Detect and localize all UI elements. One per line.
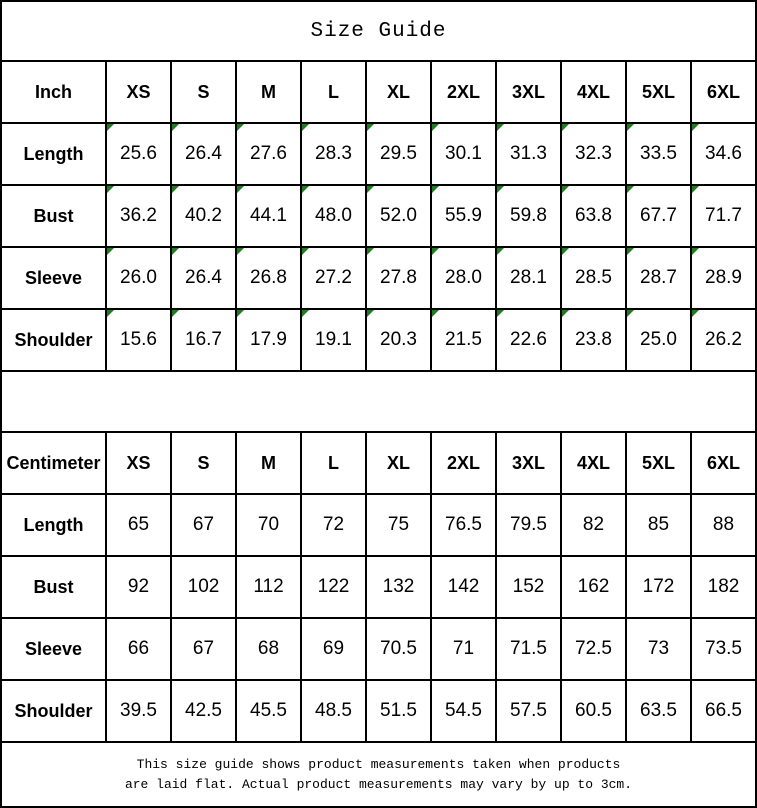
value-cell xyxy=(626,123,691,185)
cell-flag-triangle-icon xyxy=(367,186,374,193)
size-header-cell-text: S xyxy=(197,452,210,473)
value-cell xyxy=(691,309,756,371)
row-label-cell xyxy=(1,309,106,371)
value-cell xyxy=(236,556,301,618)
value-cell-text: 20.3 xyxy=(380,329,417,350)
value-cell-text: 40.2 xyxy=(185,205,222,226)
unit-header-cell xyxy=(1,61,106,123)
row-label-cell-text: Sleeve xyxy=(24,638,83,659)
value-cell xyxy=(366,556,431,618)
value-cell-text: 102 xyxy=(187,576,220,597)
measurement-row xyxy=(1,185,756,247)
size-header-cell-text: 3XL xyxy=(511,452,545,473)
value-cell-text: 132 xyxy=(382,576,415,597)
value-cell-text: 26.4 xyxy=(185,143,222,164)
size-header-cell xyxy=(301,432,366,494)
value-cell-text: 76.5 xyxy=(445,514,482,535)
size-header-cell-text: S xyxy=(197,81,210,102)
size-header-cell xyxy=(236,61,301,123)
value-cell-text: 66 xyxy=(127,638,150,659)
value-cell-text: 26.8 xyxy=(250,267,287,288)
cell-flag-triangle-icon xyxy=(172,124,179,131)
cell-flag-triangle-icon xyxy=(692,310,699,317)
size-header-cell xyxy=(626,61,691,123)
measurement-row xyxy=(1,494,756,556)
value-cell xyxy=(236,680,301,742)
value-cell xyxy=(171,309,236,371)
cell-flag-triangle-icon xyxy=(432,124,439,131)
cell-flag-triangle-icon xyxy=(497,124,504,131)
value-cell-text: 28.0 xyxy=(445,267,482,288)
cell-flag-triangle-icon xyxy=(302,186,309,193)
value-cell-text: 30.1 xyxy=(445,143,482,164)
value-cell xyxy=(106,618,171,680)
value-cell-text: 71.7 xyxy=(705,205,742,226)
value-cell xyxy=(301,309,366,371)
value-cell xyxy=(691,680,756,742)
cell-flag-triangle-icon xyxy=(367,310,374,317)
value-cell xyxy=(496,494,561,556)
cell-flag-triangle-icon xyxy=(107,310,114,317)
value-cell xyxy=(106,680,171,742)
value-cell-text: 39.5 xyxy=(120,700,157,721)
cell-flag-triangle-icon xyxy=(562,248,569,255)
size-header-cell-text: L xyxy=(328,452,339,473)
cell-flag-triangle-icon xyxy=(562,186,569,193)
size-header-cell-text: XL xyxy=(386,81,410,102)
value-cell xyxy=(626,680,691,742)
cell-flag-triangle-icon xyxy=(627,310,634,317)
value-cell-text: 27.2 xyxy=(315,267,352,288)
value-cell xyxy=(496,123,561,185)
value-cell xyxy=(236,185,301,247)
cell-flag-triangle-icon xyxy=(627,124,634,131)
value-cell xyxy=(496,247,561,309)
row-label-cell xyxy=(1,185,106,247)
value-cell xyxy=(236,123,301,185)
value-cell xyxy=(561,680,626,742)
value-cell-text: 82 xyxy=(582,514,605,535)
value-cell xyxy=(171,494,236,556)
value-cell-text: 71 xyxy=(452,638,475,659)
cell-flag-triangle-icon xyxy=(627,248,634,255)
value-cell xyxy=(691,247,756,309)
value-cell-text: 72 xyxy=(322,514,345,535)
size-table-inch xyxy=(0,60,757,372)
value-cell xyxy=(301,680,366,742)
value-cell-text: 31.3 xyxy=(510,143,547,164)
size-header-cell xyxy=(496,61,561,123)
size-header-cell-text: XS xyxy=(126,452,151,473)
cell-flag-triangle-icon xyxy=(367,124,374,131)
value-cell xyxy=(301,185,366,247)
size-header-cell-text: M xyxy=(261,81,276,102)
cell-flag-triangle-icon xyxy=(302,310,309,317)
value-cell-text: 42.5 xyxy=(185,700,222,721)
cell-flag-triangle-icon xyxy=(237,124,244,131)
row-label-cell-text: Sleeve xyxy=(24,267,83,288)
value-cell-text: 51.5 xyxy=(380,700,417,721)
value-cell xyxy=(561,123,626,185)
cell-flag-triangle-icon xyxy=(692,248,699,255)
footer-note-line1: This size guide shows product measurements taken when products xyxy=(136,756,621,772)
value-cell xyxy=(301,123,366,185)
cell-flag-triangle-icon xyxy=(107,186,114,193)
size-table-inch-body xyxy=(1,61,756,371)
value-cell-text: 63.5 xyxy=(640,700,677,721)
value-cell-text: 44.1 xyxy=(250,205,287,226)
value-cell-text: 67 xyxy=(192,514,215,535)
cell-flag-triangle-icon xyxy=(432,248,439,255)
size-header-cell xyxy=(561,61,626,123)
value-cell-text: 60.5 xyxy=(575,700,612,721)
cell-flag-triangle-icon xyxy=(172,310,179,317)
row-label-cell-text: Shoulder xyxy=(14,700,93,721)
value-cell-text: 152 xyxy=(512,576,545,597)
value-cell xyxy=(626,494,691,556)
value-cell-text: 182 xyxy=(707,576,740,597)
size-header-cell xyxy=(431,432,496,494)
value-cell-text: 75 xyxy=(387,514,410,535)
value-cell xyxy=(496,185,561,247)
cell-flag-triangle-icon xyxy=(432,310,439,317)
value-cell-text: 112 xyxy=(253,576,284,597)
size-header-cell xyxy=(301,61,366,123)
cell-flag-triangle-icon xyxy=(562,310,569,317)
value-cell-text: 162 xyxy=(577,576,610,597)
cell-flag-triangle-icon xyxy=(172,186,179,193)
value-cell xyxy=(366,247,431,309)
value-cell xyxy=(691,123,756,185)
size-header-cell-text: XS xyxy=(126,81,151,102)
value-cell-text: 57.5 xyxy=(510,700,547,721)
footer-note-line2: are laid flat. Actual product measurements may vary by up to 3cm. xyxy=(124,776,633,792)
value-cell xyxy=(236,494,301,556)
row-label-cell xyxy=(1,680,106,742)
unit-header-cell-text: Inch xyxy=(34,81,72,102)
value-cell xyxy=(626,556,691,618)
value-cell-text: 26.0 xyxy=(120,267,157,288)
size-header-cell xyxy=(171,61,236,123)
value-cell xyxy=(431,494,496,556)
value-cell-text: 65 xyxy=(127,514,150,535)
cell-flag-triangle-icon xyxy=(497,186,504,193)
value-cell-text: 23.8 xyxy=(575,329,612,350)
value-cell-text: 68 xyxy=(257,638,280,659)
page-title xyxy=(0,0,757,60)
value-cell-text: 55.9 xyxy=(445,205,482,226)
value-cell xyxy=(496,309,561,371)
value-cell-text: 32.3 xyxy=(575,143,612,164)
value-cell xyxy=(561,494,626,556)
value-cell xyxy=(301,556,366,618)
value-cell-text: 69 xyxy=(322,638,345,659)
cell-flag-triangle-icon xyxy=(497,310,504,317)
value-cell xyxy=(691,618,756,680)
value-cell-text: 88 xyxy=(712,514,735,535)
value-cell-text: 172 xyxy=(642,576,675,597)
cell-flag-triangle-icon xyxy=(237,310,244,317)
size-header-cell xyxy=(366,61,431,123)
value-cell-text: 34.6 xyxy=(705,143,742,164)
cell-flag-triangle-icon xyxy=(562,124,569,131)
value-cell xyxy=(106,123,171,185)
value-cell xyxy=(431,618,496,680)
measurement-row xyxy=(1,309,756,371)
value-cell xyxy=(236,309,301,371)
value-cell-text: 28.9 xyxy=(705,267,742,288)
size-header-cell-text: L xyxy=(328,81,339,102)
value-cell xyxy=(626,309,691,371)
value-cell-text: 70.5 xyxy=(380,638,417,659)
value-cell xyxy=(561,618,626,680)
value-cell xyxy=(496,618,561,680)
size-header-cell xyxy=(171,432,236,494)
value-cell-text: 67 xyxy=(192,638,215,659)
table-gap-spacer xyxy=(0,372,757,431)
value-cell-text: 73.5 xyxy=(705,638,742,659)
measurement-row xyxy=(1,618,756,680)
measurement-row xyxy=(1,680,756,742)
value-cell-text: 28.3 xyxy=(315,143,352,164)
row-label-cell xyxy=(1,618,106,680)
size-header-cell xyxy=(106,61,171,123)
value-cell-text: 16.7 xyxy=(185,329,222,350)
cell-flag-triangle-icon xyxy=(237,248,244,255)
size-header-cell xyxy=(431,61,496,123)
size-header-cell-text: M xyxy=(261,452,276,473)
value-cell-text: 72.5 xyxy=(575,638,612,659)
value-cell-text: 33.5 xyxy=(640,143,677,164)
cell-flag-triangle-icon xyxy=(107,248,114,255)
row-label-cell xyxy=(1,247,106,309)
value-cell xyxy=(691,185,756,247)
value-cell xyxy=(431,680,496,742)
row-label-cell xyxy=(1,123,106,185)
value-cell xyxy=(561,185,626,247)
row-label-cell-text: Bust xyxy=(33,576,74,597)
value-cell xyxy=(236,247,301,309)
value-cell xyxy=(561,247,626,309)
value-cell-text: 17.9 xyxy=(250,329,287,350)
size-table-centimeter-body xyxy=(1,432,756,742)
cell-flag-triangle-icon xyxy=(367,248,374,255)
cell-flag-triangle-icon xyxy=(302,124,309,131)
value-cell-text: 27.8 xyxy=(380,267,417,288)
cell-flag-triangle-icon xyxy=(497,248,504,255)
size-header-cell xyxy=(106,432,171,494)
value-cell-text: 73 xyxy=(647,638,670,659)
size-header-cell-text: 4XL xyxy=(576,452,610,473)
value-cell-text: 25.6 xyxy=(120,143,157,164)
value-cell xyxy=(171,680,236,742)
value-cell-text: 28.7 xyxy=(640,267,677,288)
value-cell xyxy=(366,618,431,680)
unit-header-cell xyxy=(1,432,106,494)
row-label-cell-text: Length xyxy=(23,514,84,535)
row-label-cell xyxy=(1,556,106,618)
value-cell-text: 26.2 xyxy=(705,329,742,350)
size-header-cell-text: 6XL xyxy=(706,81,740,102)
cell-flag-triangle-icon xyxy=(692,186,699,193)
value-cell-text: 26.4 xyxy=(185,267,222,288)
value-cell-text: 36.2 xyxy=(120,205,157,226)
cell-flag-triangle-icon xyxy=(302,248,309,255)
value-cell-text: 85 xyxy=(647,514,670,535)
value-cell-text: 66.5 xyxy=(705,700,742,721)
row-label-cell-text: Length xyxy=(23,143,84,164)
value-cell xyxy=(366,123,431,185)
value-cell-text: 142 xyxy=(447,576,480,597)
value-cell xyxy=(106,185,171,247)
value-cell xyxy=(106,494,171,556)
measurement-row xyxy=(1,556,756,618)
value-cell xyxy=(366,309,431,371)
size-header-cell xyxy=(236,432,301,494)
value-cell xyxy=(431,247,496,309)
value-cell xyxy=(301,247,366,309)
cell-flag-triangle-icon xyxy=(692,124,699,131)
size-table-centimeter xyxy=(0,431,757,743)
value-cell-text: 122 xyxy=(317,576,350,597)
value-cell xyxy=(366,494,431,556)
value-cell-text: 25.0 xyxy=(640,329,677,350)
value-cell-text: 45.5 xyxy=(250,700,287,721)
value-cell-text: 22.6 xyxy=(510,329,547,350)
cell-flag-triangle-icon xyxy=(107,124,114,131)
size-header-cell xyxy=(626,432,691,494)
size-header-cell-text: 4XL xyxy=(576,81,610,102)
value-cell xyxy=(301,618,366,680)
value-cell xyxy=(496,556,561,618)
size-header-cell xyxy=(366,432,431,494)
size-header-cell-text: 2XL xyxy=(446,452,480,473)
value-cell xyxy=(106,309,171,371)
value-cell-text: 63.8 xyxy=(575,205,612,226)
value-cell xyxy=(691,494,756,556)
value-cell-text: 92 xyxy=(127,576,150,597)
value-cell xyxy=(171,123,236,185)
measurement-row xyxy=(1,247,756,309)
value-cell xyxy=(171,185,236,247)
cell-flag-triangle-icon xyxy=(627,186,634,193)
value-cell xyxy=(626,247,691,309)
size-header-cell-text: XL xyxy=(386,452,410,473)
value-cell-text: 29.5 xyxy=(380,143,417,164)
value-cell xyxy=(561,309,626,371)
value-cell xyxy=(236,618,301,680)
size-header-row xyxy=(1,432,756,494)
row-label-cell-text: Bust xyxy=(33,205,74,226)
value-cell-text: 27.6 xyxy=(250,143,287,164)
value-cell-text: 19.1 xyxy=(315,329,352,350)
value-cell-text: 71.5 xyxy=(510,638,547,659)
value-cell xyxy=(561,556,626,618)
row-label-cell-text: Shoulder xyxy=(14,329,93,350)
value-cell-text: 70 xyxy=(257,514,280,535)
size-header-row xyxy=(1,61,756,123)
measurement-row xyxy=(1,123,756,185)
size-header-cell-text: 5XL xyxy=(641,452,675,473)
value-cell-text: 54.5 xyxy=(445,700,482,721)
size-header-cell-text: 5XL xyxy=(641,81,675,102)
value-cell-text: 48.0 xyxy=(315,205,352,226)
page-title-text: Size Guide xyxy=(310,19,447,43)
value-cell-text: 21.5 xyxy=(445,329,482,350)
value-cell xyxy=(366,680,431,742)
value-cell xyxy=(106,247,171,309)
footer-note xyxy=(0,743,757,808)
value-cell xyxy=(106,556,171,618)
value-cell xyxy=(301,494,366,556)
size-header-cell xyxy=(691,432,756,494)
size-header-cell xyxy=(496,432,561,494)
row-label-cell xyxy=(1,494,106,556)
value-cell xyxy=(171,618,236,680)
value-cell xyxy=(171,247,236,309)
size-header-cell xyxy=(561,432,626,494)
cell-flag-triangle-icon xyxy=(172,248,179,255)
value-cell-text: 48.5 xyxy=(315,700,352,721)
value-cell-text: 59.8 xyxy=(510,205,547,226)
value-cell xyxy=(431,123,496,185)
value-cell-text: 28.1 xyxy=(510,267,547,288)
cell-flag-triangle-icon xyxy=(432,186,439,193)
size-header-cell-text: 6XL xyxy=(706,452,740,473)
value-cell xyxy=(496,680,561,742)
value-cell xyxy=(431,185,496,247)
value-cell xyxy=(366,185,431,247)
value-cell-text: 15.6 xyxy=(120,329,157,350)
value-cell xyxy=(691,556,756,618)
value-cell-text: 28.5 xyxy=(575,267,612,288)
value-cell xyxy=(171,556,236,618)
value-cell xyxy=(626,185,691,247)
cell-flag-triangle-icon xyxy=(237,186,244,193)
value-cell xyxy=(431,309,496,371)
size-header-cell-text: 2XL xyxy=(446,81,480,102)
value-cell xyxy=(431,556,496,618)
value-cell-text: 79.5 xyxy=(510,514,547,535)
value-cell xyxy=(626,618,691,680)
value-cell-text: 52.0 xyxy=(380,205,417,226)
size-header-cell xyxy=(691,61,756,123)
size-header-cell-text: 3XL xyxy=(511,81,545,102)
value-cell-text: 67.7 xyxy=(640,205,677,226)
unit-header-cell-text: Centimeter xyxy=(6,452,101,473)
